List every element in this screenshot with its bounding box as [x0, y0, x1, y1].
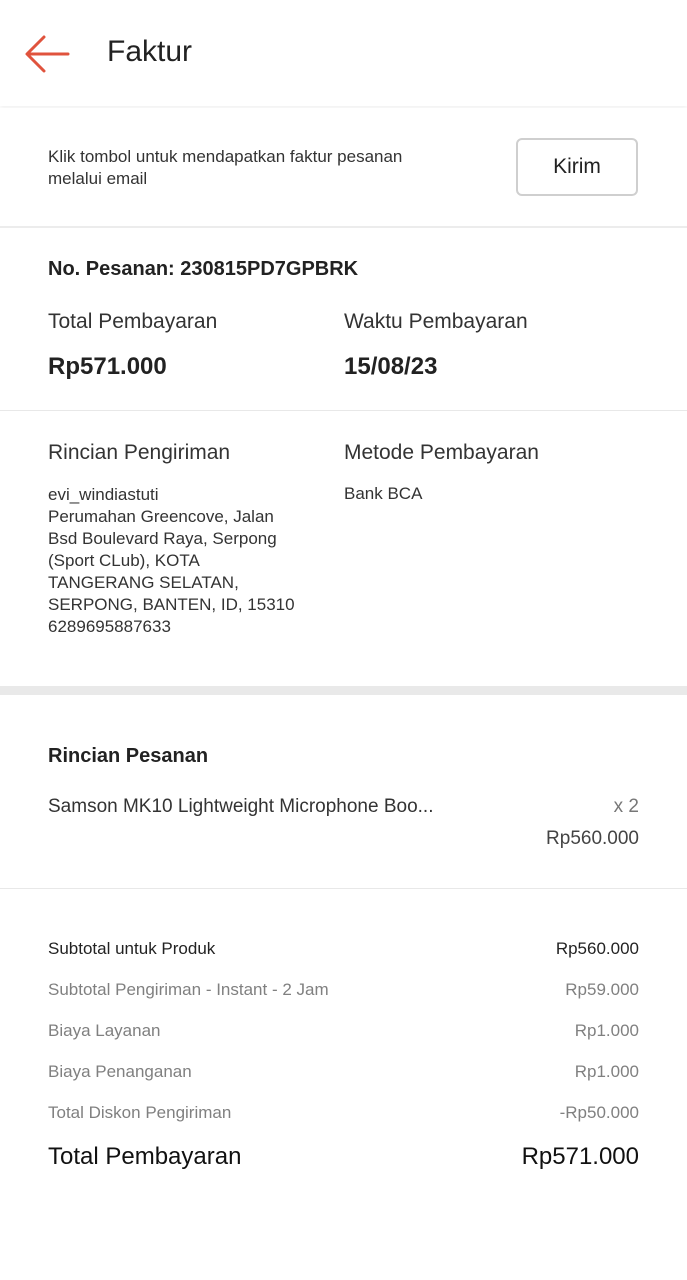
summary-value: Rp59.000: [565, 980, 639, 999]
summary-value: -Rp50.000: [559, 1103, 639, 1122]
banner-text-line: melalui email: [48, 169, 148, 188]
phone-number: 6289695887633: [48, 617, 171, 636]
banner-text-line: Klik tombol untuk mendapatkan faktur pesanan: [48, 147, 403, 166]
payment-time-label: Waktu Pembayaran: [344, 310, 528, 333]
summary-label: Subtotal untuk Produk: [48, 939, 216, 958]
section-divider: [0, 686, 687, 695]
address-line: (Sport CLub), KOTA: [48, 551, 200, 570]
payment-method-label: Metode Pembayaran: [344, 441, 539, 464]
address-line: SERPONG, BANTEN, ID, 15310: [48, 595, 295, 614]
product-price: Rp560.000: [546, 828, 639, 849]
payment-time-value: 15/08/23: [344, 353, 438, 380]
arrow-left-icon[interactable]: [24, 34, 70, 74]
summary-value: Rp1.000: [574, 1021, 639, 1040]
summary-row-service-fee: [48, 1021, 639, 1041]
divider: [0, 888, 687, 889]
order-details-title: Rincian Pesanan: [48, 745, 209, 767]
address-line: evi_windiastuti: [48, 485, 159, 504]
shipping-details-label: Rincian Pengiriman: [48, 441, 231, 464]
divider: [0, 410, 687, 411]
summary-label: Biaya Penanganan: [48, 1062, 192, 1081]
grand-total-row: [48, 1143, 639, 1171]
app-header: [0, 0, 687, 106]
summary-label: Biaya Layanan: [48, 1021, 161, 1040]
page-title: Faktur: [107, 35, 193, 68]
order-number: No. Pesanan: 230815PD7GPBRK: [48, 258, 359, 280]
grand-total-value: Rp571.000: [521, 1143, 639, 1170]
summary-row-subtotal-products: [48, 939, 639, 959]
product-quantity: x 2: [613, 796, 639, 817]
summary-row-shipping-discount: [48, 1103, 639, 1123]
address-line: Bsd Boulevard Raya, Serpong: [48, 529, 277, 548]
total-payment-value: Rp571.000: [48, 353, 167, 380]
email-invoice-banner: [0, 108, 687, 228]
summary-value: Rp560.000: [555, 939, 639, 958]
banner-text: [48, 146, 468, 190]
summary-value: Rp1.000: [574, 1062, 639, 1081]
summary-label: Subtotal Pengiriman - Instant - 2 Jam: [48, 980, 329, 999]
shipping-address: [48, 484, 308, 638]
address-line: TANGERANG SELATAN,: [48, 573, 239, 592]
summary-row-subtotal-shipping: [48, 980, 639, 1000]
product-name: Samson MK10 Lightweight Microphone Boo...: [48, 796, 434, 817]
summary-row-handling-fee: [48, 1062, 639, 1082]
summary-label: Total Diskon Pengiriman: [48, 1103, 232, 1122]
send-button[interactable]: Kirim: [516, 138, 638, 196]
total-payment-label: Total Pembayaran: [48, 310, 218, 333]
address-line: Perumahan Greencove, Jalan: [48, 507, 274, 526]
payment-method-value: Bank BCA: [344, 484, 423, 503]
grand-total-label: Total Pembayaran: [48, 1143, 242, 1170]
